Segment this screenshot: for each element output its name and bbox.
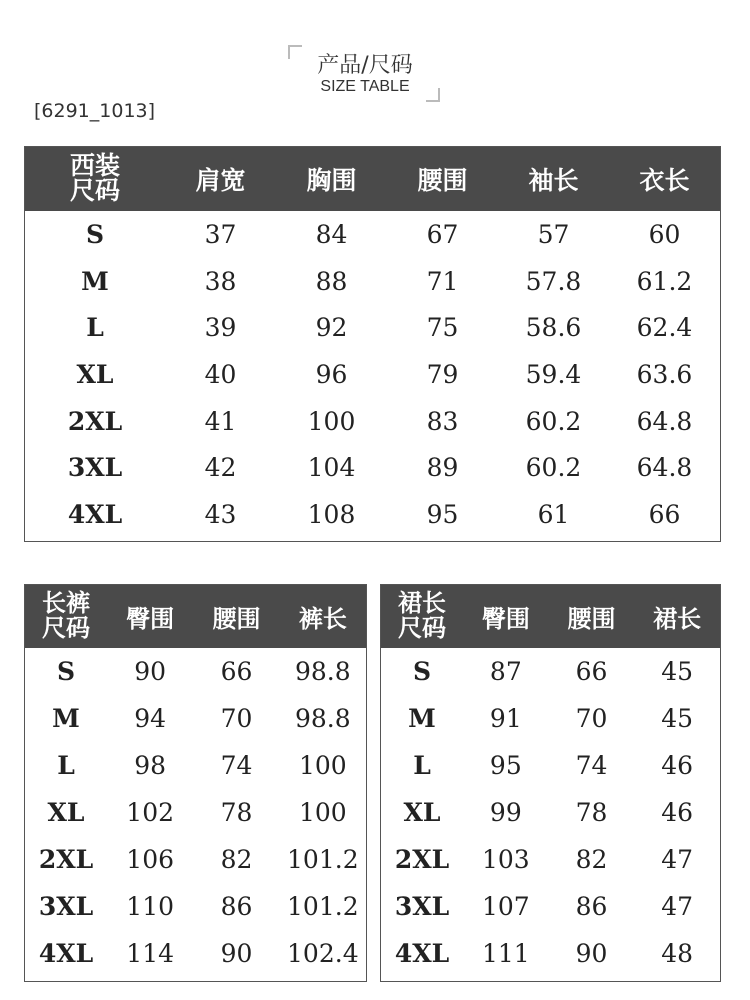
table-row <box>381 648 720 695</box>
measurement-cell: 45 <box>661 657 694 686</box>
measurement-cell: 83 <box>426 406 459 436</box>
size-cell: L <box>413 751 431 780</box>
measurement-cell: 57.8 <box>525 266 582 296</box>
measurement-cell: 86 <box>575 892 608 921</box>
table-row <box>381 742 720 789</box>
measurement-cell: 71 <box>426 266 459 296</box>
skirt-size-table <box>380 584 721 982</box>
measurement-cell: 106 <box>126 845 175 874</box>
measurement-cell: 102.4 <box>287 939 359 968</box>
measurement-cell: 107 <box>481 892 530 921</box>
suit-header-line2: 尺码 <box>69 176 120 206</box>
measurement-cell: 103 <box>481 845 530 874</box>
skirt-header-row <box>381 585 720 648</box>
measurement-cell: 47 <box>661 845 694 874</box>
skirt-size-header <box>381 585 463 648</box>
table-row <box>381 836 720 883</box>
measurement-cell: 87 <box>489 657 522 686</box>
measurement-cell: 89 <box>426 453 459 483</box>
measurement-cell: 98.8 <box>294 704 351 733</box>
size-cell: 3XL <box>67 453 123 483</box>
pants-col-hip: 臀围 <box>126 605 175 633</box>
measurement-cell: 88 <box>315 266 348 296</box>
suit-col-chest: 胸围 <box>306 166 357 195</box>
size-cell: 4XL <box>394 939 450 968</box>
measurement-cell: 61.2 <box>636 266 693 296</box>
size-cell: 4XL <box>67 499 123 529</box>
pants-col-length: 裤长 <box>298 605 347 633</box>
measurement-cell: 84 <box>315 219 348 249</box>
measurement-cell: 38 <box>204 266 237 296</box>
measurement-cell: 82 <box>575 845 608 874</box>
measurement-cell: 78 <box>220 798 253 827</box>
pants-header-line1: 长裤 <box>42 589 90 618</box>
measurement-cell: 100 <box>307 406 356 436</box>
suit-col-length: 衣长 <box>639 166 690 195</box>
size-cell: M <box>81 266 109 296</box>
measurement-cell: 101.2 <box>287 892 359 921</box>
size-cell: L <box>57 751 75 780</box>
measurement-cell: 47 <box>661 892 694 921</box>
measurement-cell: 66 <box>575 657 608 686</box>
table-row <box>25 883 366 930</box>
measurement-cell: 110 <box>126 892 175 921</box>
size-cell: 2XL <box>67 406 123 436</box>
measurement-cell: 59.4 <box>525 359 582 389</box>
table-row <box>25 398 720 445</box>
measurement-cell: 102 <box>126 798 175 827</box>
measurement-cell: 101.2 <box>287 845 359 874</box>
measurement-cell: 58.6 <box>525 313 582 343</box>
size-cell: XL <box>47 798 85 827</box>
suit-header-line1: 西装 <box>69 150 120 180</box>
measurement-cell: 45 <box>661 704 694 733</box>
title-chinese: 产品/尺码 <box>317 53 413 78</box>
measurement-cell: 63.6 <box>636 359 693 389</box>
table-row <box>25 211 720 258</box>
measurement-cell: 66 <box>220 657 253 686</box>
table-row <box>25 648 366 695</box>
table-row <box>25 695 366 742</box>
measurement-cell: 62.4 <box>636 313 693 343</box>
skirt-col-hip: 臀围 <box>481 605 530 633</box>
size-cell: XL <box>403 798 441 827</box>
skirt-col-length: 裙长 <box>653 605 702 633</box>
table-row <box>25 836 366 883</box>
measurement-cell: 74 <box>575 751 608 780</box>
measurement-cell: 39 <box>204 313 237 343</box>
suit-header-row <box>25 147 720 211</box>
measurement-cell: 78 <box>575 798 608 827</box>
skirt-table-body <box>381 648 720 977</box>
measurement-cell: 60.2 <box>525 453 582 483</box>
table-row <box>25 742 366 789</box>
measurement-cell: 61 <box>537 499 570 529</box>
measurement-cell: 82 <box>220 845 253 874</box>
measurement-cell: 108 <box>307 499 356 529</box>
measurement-cell: 48 <box>661 939 694 968</box>
size-cell: 4XL <box>38 939 94 968</box>
measurement-cell: 41 <box>204 406 237 436</box>
table-row <box>25 491 720 538</box>
table-row <box>25 304 720 351</box>
measurement-cell: 64.8 <box>636 453 693 483</box>
table-row <box>25 930 366 977</box>
measurement-cell: 60 <box>648 219 681 249</box>
suit-col-waist: 腰围 <box>417 166 468 195</box>
table-row <box>25 789 366 836</box>
pants-size-table <box>24 584 367 982</box>
skirt-header-line1: 裙长 <box>398 589 446 618</box>
measurement-cell: 92 <box>315 313 348 343</box>
size-cell: 3XL <box>38 892 94 921</box>
suit-col-sleeve: 袖长 <box>528 166 579 195</box>
measurement-cell: 111 <box>481 939 530 968</box>
measurement-cell: 86 <box>220 892 253 921</box>
corner-bracket-bottom-right <box>426 88 440 102</box>
pants-header-row <box>25 585 366 648</box>
suit-table-body <box>25 211 720 538</box>
measurement-cell: 79 <box>426 359 459 389</box>
pants-table-body <box>25 648 366 977</box>
suit-col-shoulder: 肩宽 <box>195 166 246 195</box>
measurement-cell: 91 <box>489 704 522 733</box>
measurement-cell: 96 <box>315 359 348 389</box>
measurement-cell: 74 <box>220 751 253 780</box>
size-cell: M <box>52 704 80 733</box>
size-cell: 2XL <box>394 845 450 874</box>
skirt-col-waist: 腰围 <box>567 605 616 633</box>
measurement-cell: 46 <box>661 751 694 780</box>
table-row <box>25 351 720 398</box>
measurement-cell: 75 <box>426 313 459 343</box>
measurement-cell: 70 <box>220 704 253 733</box>
measurement-cell: 57 <box>537 219 570 249</box>
measurement-cell: 95 <box>489 751 522 780</box>
table-row <box>381 789 720 836</box>
title-english: SIZE TABLE <box>320 78 410 95</box>
measurement-cell: 67 <box>426 219 459 249</box>
size-cell: S <box>85 219 105 249</box>
measurement-cell: 95 <box>426 499 459 529</box>
size-cell: 2XL <box>38 845 94 874</box>
measurement-cell: 99 <box>489 798 522 827</box>
measurement-cell: 104 <box>307 453 356 483</box>
pants-size-header <box>25 585 107 648</box>
measurement-cell: 60.2 <box>525 406 582 436</box>
size-cell: S <box>56 657 76 686</box>
measurement-cell: 40 <box>204 359 237 389</box>
measurement-cell: 90 <box>134 657 167 686</box>
measurement-cell: 46 <box>661 798 694 827</box>
size-cell: L <box>86 313 104 343</box>
measurement-cell: 66 <box>648 499 681 529</box>
measurement-cell: 43 <box>204 499 237 529</box>
table-row <box>25 444 720 491</box>
measurement-cell: 70 <box>575 704 608 733</box>
measurement-cell: 42 <box>204 453 237 483</box>
measurement-cell: 100 <box>298 751 347 780</box>
measurement-cell: 90 <box>220 939 253 968</box>
suit-size-table <box>24 146 721 542</box>
table-row <box>381 695 720 742</box>
table-row <box>25 258 720 305</box>
size-cell: XL <box>76 359 114 389</box>
size-cell: 3XL <box>394 892 450 921</box>
measurement-cell: 90 <box>575 939 608 968</box>
skirt-header-line2: 尺码 <box>398 613 446 642</box>
suit-size-header <box>25 147 165 211</box>
table-row <box>381 883 720 930</box>
measurement-cell: 64.8 <box>636 406 693 436</box>
measurement-cell: 98 <box>134 751 167 780</box>
size-cell: M <box>408 704 436 733</box>
measurement-cell: 37 <box>204 219 237 249</box>
table-row <box>381 930 720 977</box>
measurement-cell: 94 <box>134 704 167 733</box>
pants-col-waist: 腰围 <box>212 605 261 633</box>
measurement-cell: 100 <box>298 798 347 827</box>
measurement-cell: 114 <box>126 939 175 968</box>
measurement-cell: 98.8 <box>294 657 351 686</box>
pants-header-line2: 尺码 <box>42 613 90 642</box>
product-code: [6291_1013] <box>34 100 156 122</box>
size-cell: S <box>412 657 432 686</box>
